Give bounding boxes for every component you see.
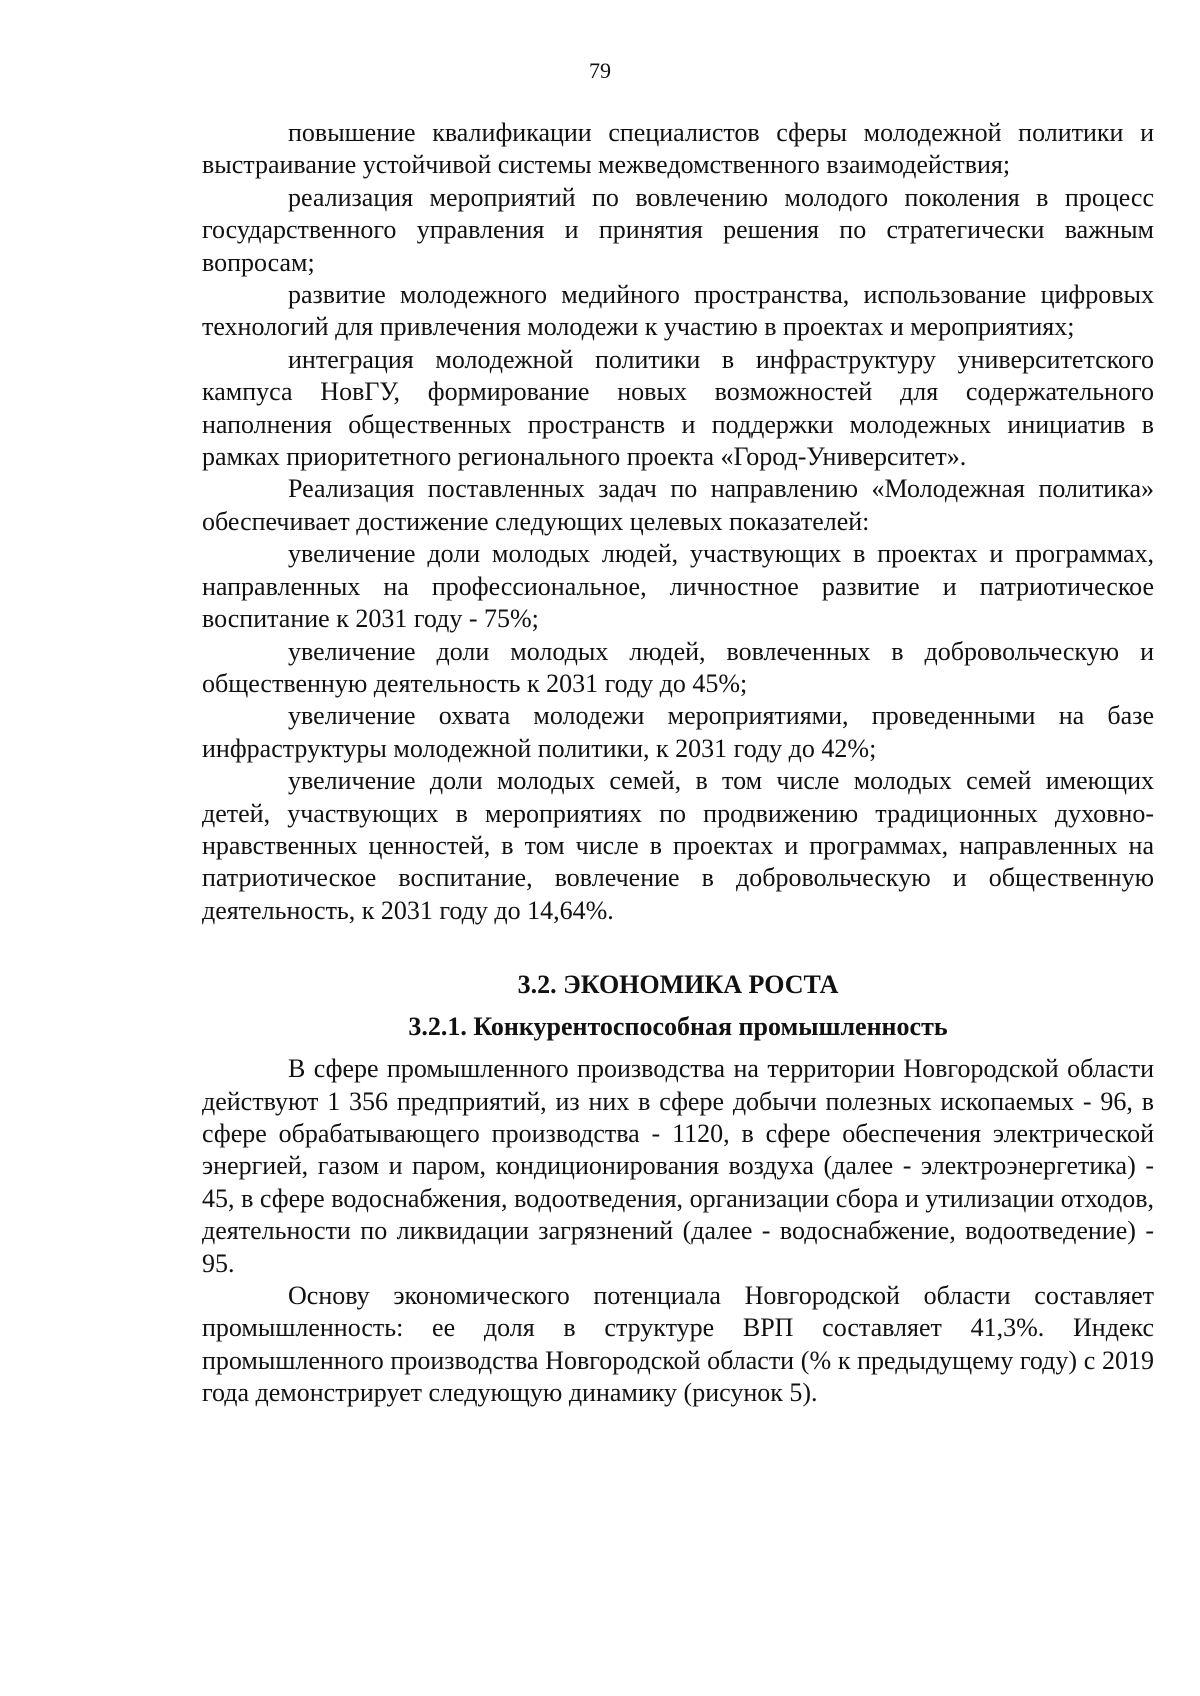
- section-heading: 3.2. ЭКОНОМИКА РОСТА: [517, 970, 839, 1000]
- page-number: 79: [589, 58, 611, 83]
- paragraph: развитие молодежного медийного пространства, использование цифровых технологий для привлечения молодежи к участию в проектах и мероприятиях;: [202, 280, 1154, 342]
- paragraph: реализация мероприятий по вовлечению молодого поколения в процесс государственного управления и принятия решения по стратегически важным вопросам;: [202, 182, 1154, 277]
- paragraph: увеличение доли молодых людей, участвующих в проектах и программах, направленных на профессиональное, личностное развитие и патриотическое воспитание к 2031 году - 75%;: [202, 539, 1154, 634]
- paragraph: увеличение охвата молодежи мероприятиями, проведенными на базе инфраструктуры молодежной политики, к 2031 году до 42%;: [202, 701, 1154, 763]
- paragraph: увеличение доли молодых семей, в том числе молодых семей имеющих детей, участвующих в мероприятиях по продвижению традиционных духовно-нравственных ценностей, в том числе в проектах и программах, направленных на патриотическое воспитание, вовлечение в добровольческую и общественную деятельность, к 2031 году до 14,64%.: [202, 766, 1154, 925]
- paragraph: увеличение доли молодых людей, вовлеченных в добровольческую и общественную деятельность к 2031 году до 45%;: [202, 636, 1154, 698]
- paragraph: интеграция молодежной политики в инфраструктуру университетского кампуса НовГУ, формирование новых возможностей для содержательного наполнения общественных пространств и поддержки молодежных инициатив в рамках приоритетного регионального проекта «Город-Университет».: [202, 344, 1154, 472]
- paragraph: повышение квалификации специалистов сферы молодежной политики и выстраивание устойчивой системы межведомственного взаимодействия;: [202, 118, 1154, 180]
- subsection-heading: 3.2.1. Конкурентоспособная промышленность: [408, 1012, 948, 1042]
- document-body: [202, 117, 1154, 1410]
- paragraph: Реализация поставленных задач по направлению «Молодежная политика» обеспечивает достижение следующих целевых показателей:: [202, 474, 1154, 536]
- paragraph: Основу экономического потенциала Новгородской области составляет промышленность: ее доля в структуре ВРП составляет 41,3%. Индекс промышленного производства Новгородской области (% к предыдущему году) с 2019 года демонстрирует следующую динамику (рисунок 5).: [202, 1281, 1154, 1408]
- paragraph: В сфере промышленного производства на территории Новгородской области действуют 1 356 предприятий, из них в сфере добычи полезных ископаемых - 96, в сфере обрабатывающего производства - 1120, в сфере обеспечения электрической энергией, газом и паром, кондиционирования воздуха (далее - электроэнергетика) - 45, в сфере водоснабжения, водоотведения, организации сбора и утилизации отходов, деятельности по ликвидации загрязнений (далее - водоснабжение, водоотведение) - 95.: [202, 1054, 1154, 1278]
